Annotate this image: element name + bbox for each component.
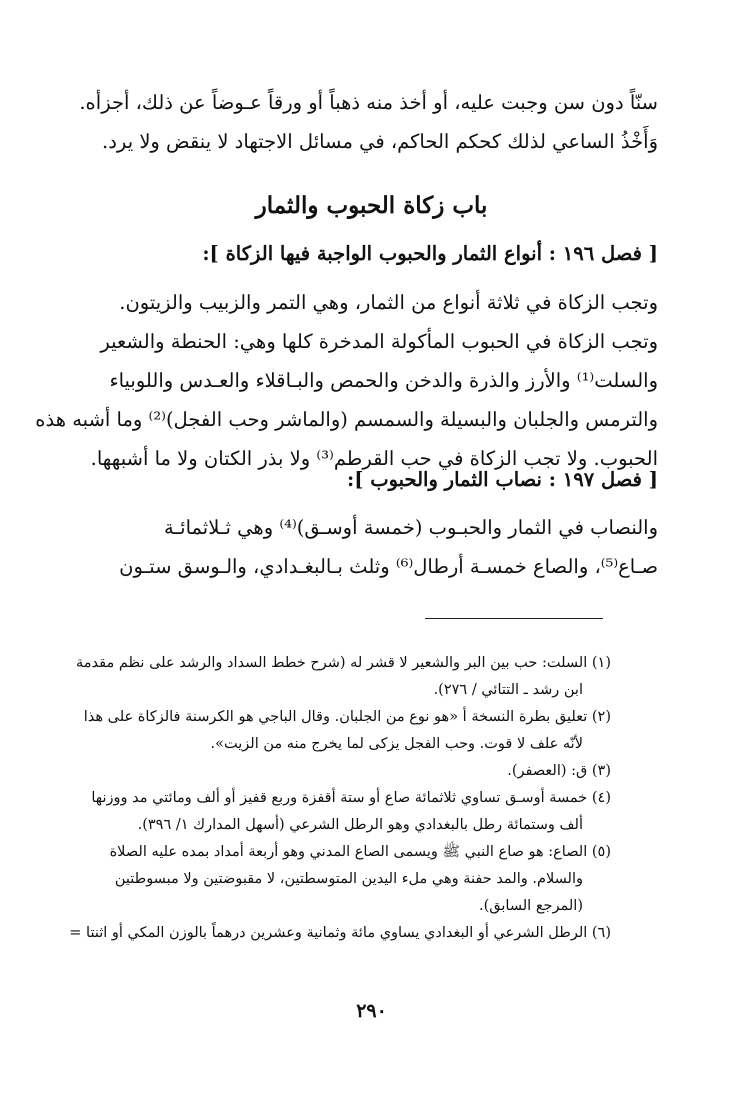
section-197-title: [ فصل ١٩٧ : نصاب الثمار والحبوب ]: bbox=[347, 468, 658, 491]
footnote-line: (٣) ق: (العصفر). bbox=[507, 763, 611, 779]
footnote-line: ألف وستمائة رطل بالبغدادي وهو الرطل الشرعي (أسهل المدارك ١/ ٣٩٦). bbox=[137, 817, 583, 833]
text-line: وتجب الزكاة في ثلاثة أنواع من الثمار، وهي التمر والزبيب والزيتون. bbox=[119, 291, 658, 314]
page-number: ٢٩٠ bbox=[356, 1000, 387, 1022]
footnote-line: (المرجع السابق). bbox=[479, 898, 583, 914]
footnote-line: (٢) تعليق بطرة النسخة أ «هو نوع من الجلبان. وقال الباجي هو الكرسنة فالزكاة على هذا bbox=[83, 709, 611, 725]
text-line: والنصاب في الثمار والحبـوب (خمسة أوسـق)⁽⁴⁾ وهي ثـلاثمائـة bbox=[163, 516, 658, 539]
text-line: صـاع⁽⁵⁾، والصاع خمسـة أرطال⁽⁶⁾ وثلث بـالبغـدادي، والـوسق ستـون bbox=[119, 555, 658, 578]
footnote-line: ابن رشد ـ التتائي / ٢٧٦). bbox=[433, 682, 583, 698]
text-line: والترمس والجلبان والبسيلة والسمسم (والماشر وحب الفجل)⁽²⁾ وما أشبه هذه bbox=[35, 408, 658, 431]
footnote-line: لأنّه علف لا قوت. وحب الفجل يزكى لما يخرج منه من الزيت». bbox=[210, 736, 583, 752]
footnotes bbox=[69, 650, 611, 947]
footnote-line: والسلام. والمد حفنة وهي ملء اليدين المتوسطتين، لا مقبوضتين ولا مبسوطتين bbox=[114, 871, 583, 887]
text-line: سنّاً دون سن وجبت عليه، أو أخذ منه ذهباً أو ورقاً عـوضاً عن ذلك، أجزأه. bbox=[79, 91, 658, 114]
section-196-paragraph bbox=[35, 283, 658, 478]
section-197-paragraph bbox=[83, 508, 658, 586]
footnote-line: (٤) خمسة أوسـق تساوي ثلاثمائة صاع أو ستة أقفزة وربع قفيز أو ألف ومائتي مد ووزنها bbox=[91, 790, 611, 806]
footnote-line: (٥) الصاع: هو صاع النبي ﷺ ويسمى الصاع المدني وهو أربعة أمداد بمده عليه الصلاة bbox=[109, 844, 611, 860]
text-line: الحبوب. ولا تجب الزكاة في حب القرطم⁽³⁾ ولا بذر الكتان ولا ما أشبهها. bbox=[90, 447, 658, 470]
top-paragraph bbox=[79, 83, 658, 161]
footnote-separator bbox=[425, 618, 603, 619]
chapter-title: باب زكاة الحبوب والثمار bbox=[255, 192, 488, 219]
footnote-line: (٦) الرطل الشرعي أو البغدادي يساوي مائة وثمانية وعشرين درهماً بالوزن المكي أو اثنتا = bbox=[69, 925, 611, 941]
text-line: وَأَخْذُ الساعي لذلك كحكم الحاكم، في مسائل الاجتهاد لا ينقض ولا يرد. bbox=[102, 130, 658, 153]
footnote-line: (١) السلت: حب بين البر والشعير لا قشر له (شرح خطط السداد والرشد على نظم مقدمة bbox=[76, 655, 611, 671]
text-line: وتجب الزكاة في الحبوب المأكولة المدخرة كلها وهي: الحنطة والشعير bbox=[100, 330, 658, 353]
text-line: والسلت⁽¹⁾ والأرز والذرة والدخن والحمص والبـاقلاء والعـدس واللوبياء bbox=[109, 369, 658, 392]
section-196-title: [ فصل ١٩٦ : أنواع الثمار والحبوب الواجبة فيها الزكاة ]: bbox=[202, 242, 658, 265]
